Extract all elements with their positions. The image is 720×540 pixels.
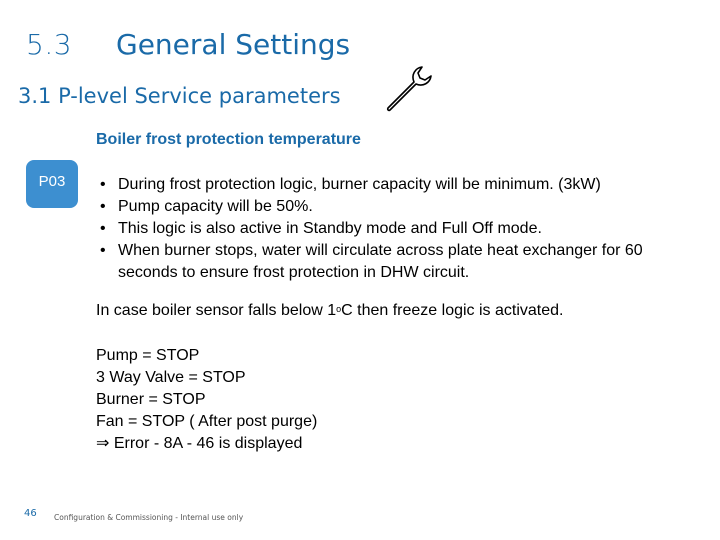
list-item: • When burner stops, water will circulate across plate heat exchanger for 60 seconds to ensure frost protection in DHW circuit. [100,242,643,281]
list-item: • Pump capacity will be 50%. [96,196,696,218]
wrench-icon [384,64,434,114]
bullet-icon: • [100,220,106,237]
bullet-icon: • [100,198,106,215]
subtitle: 3.1 P-level Service parameters [18,84,341,108]
list-item: • During frost protection logic, burner capacity will be minimum. (3kW) [96,174,696,196]
freeze-note: In case boiler sensor falls below 1$^o$C then freeze logic is activated. [96,302,564,319]
page-title: General Settings [116,28,351,61]
action-line: 3 Way Valve = STOP [96,369,246,386]
action-line: Burner = STOP [96,391,206,408]
parameter-heading: Boiler frost protection temperature [96,131,361,148]
list-item: • This logic is also active in Standby mode and Full Off mode. [96,218,696,240]
parameter-code-badge [26,160,78,208]
error-result: ⇒ Error - 8A - 46 is displayed [96,435,303,452]
footer-text: Configuration & Commissioning - Internal use only [54,513,244,522]
freeze-actions [96,345,317,455]
action-line: Pump = STOP [96,347,200,364]
page-number: 46 [24,508,37,519]
bullet-icon: • [100,176,106,193]
bullet-list [96,174,696,284]
section-number: 5.3 [26,28,73,61]
action-line: Fan = STOP ( After post purge) [96,413,318,430]
bullet-icon: • [100,242,106,259]
parameter-code: P03 [38,173,66,190]
